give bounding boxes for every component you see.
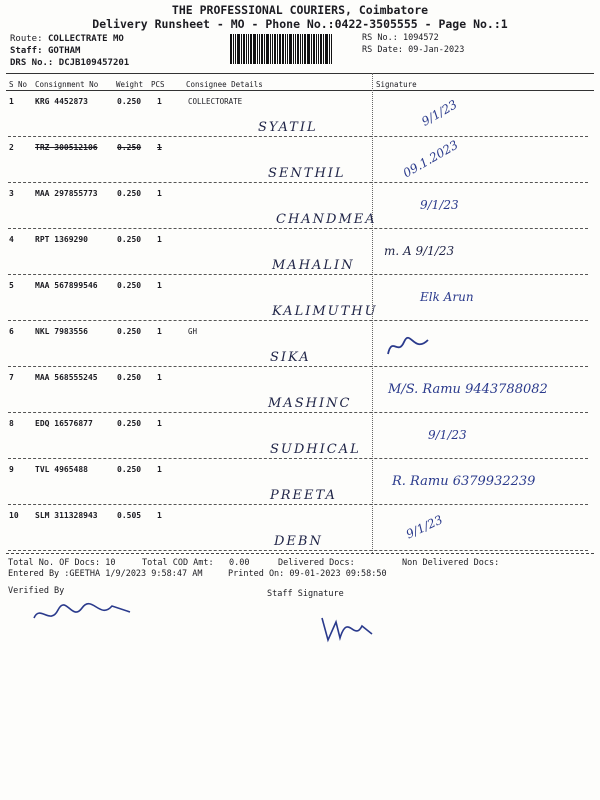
row-sno: 5 xyxy=(9,281,14,290)
row-pcs: 1 xyxy=(157,281,162,290)
row-separator xyxy=(8,182,588,183)
entered-by: Entered By :GEETHA 1/9/2023 9:58:47 AM xyxy=(8,569,203,579)
row-consignment-no: SLM 311328943 xyxy=(35,511,98,520)
row-sno: 1 xyxy=(9,97,14,106)
row-sno: 8 xyxy=(9,419,14,428)
row-receiver-name: MASHINC xyxy=(268,396,352,411)
drs-info: DRS No.: DCJB109457201 xyxy=(10,58,130,68)
row-separator xyxy=(8,412,588,413)
row-receiver-name: SUDHICAL xyxy=(270,442,361,457)
row-weight: 0.250 xyxy=(117,281,142,290)
row-consignment-no: EDQ 16576877 xyxy=(35,419,93,428)
row-signature: 9/1/23 xyxy=(420,198,459,212)
row-receiver-name: KALIMUTHU xyxy=(272,304,378,319)
row-sno: 3 xyxy=(9,189,14,198)
row-pcs: 1 xyxy=(157,419,162,428)
row-consignee-details: COLLECTORATE xyxy=(188,97,243,106)
row-separator xyxy=(8,550,588,551)
row-weight: 0.250 xyxy=(117,327,142,336)
row-consignment-no: MAA 567899546 xyxy=(35,281,98,290)
staff-info: Staff: GOTHAM xyxy=(10,46,81,56)
row-signature-scribble xyxy=(384,334,434,358)
row-sno: 2 xyxy=(9,143,14,152)
col-consignment-header: Consignment No xyxy=(35,80,99,89)
barcode-image xyxy=(230,34,358,64)
row-sno: 7 xyxy=(9,373,14,382)
row-weight: 0.250 xyxy=(117,465,142,474)
verified-by-label: Verified By xyxy=(8,586,65,596)
row-pcs: 1 xyxy=(157,511,162,520)
row-pcs: 1 xyxy=(157,327,162,336)
delivered-docs: Delivered Docs: xyxy=(278,558,355,568)
row-consignment-no: MAA 568555245 xyxy=(35,373,98,382)
row-sno: 4 xyxy=(9,235,14,244)
total-cod: Total COD Amt: 0.00 xyxy=(142,558,250,568)
row-receiver-name: SIKA xyxy=(270,350,311,365)
row-separator xyxy=(8,320,588,321)
row-weight: 0.250 xyxy=(117,97,142,106)
row-signature: m. A 9/1/23 xyxy=(384,244,455,258)
row-pcs: 1 xyxy=(157,235,162,244)
col-sno-header: S No xyxy=(9,80,28,89)
row-separator xyxy=(8,458,588,459)
row-signature: 9/1/23 xyxy=(428,428,467,442)
rs-number: RS No.: 1094572 xyxy=(362,33,439,43)
row-signature: 09.1.2023 xyxy=(400,137,461,181)
col-signature-header: Signature xyxy=(376,80,417,89)
printed-on: Printed On: 09-01-2023 09:58:50 xyxy=(228,569,387,579)
row-separator xyxy=(8,274,588,275)
row-pcs: 1 xyxy=(157,97,162,106)
row-signature: M/S. Ramu 9443788082 xyxy=(388,382,548,397)
row-signature: Elk Arun xyxy=(420,290,474,304)
row-consignment-no: TVL 4965488 xyxy=(35,465,88,474)
row-weight: 0.250 xyxy=(117,143,142,152)
row-signature: 9/1/23 xyxy=(419,97,460,129)
row-separator xyxy=(8,504,588,505)
row-weight: 0.250 xyxy=(117,189,142,198)
col-pcs-header: PCS xyxy=(151,80,165,89)
row-separator xyxy=(8,366,588,367)
row-weight: 0.250 xyxy=(117,373,142,382)
row-receiver-name: SENTHIL xyxy=(268,166,346,181)
company-title: THE PROFESSIONAL COURIERS, Coimbatore xyxy=(171,3,429,17)
row-pcs: 1 xyxy=(157,189,162,198)
col-weight-header: Weight xyxy=(116,80,144,89)
table-header-rule xyxy=(6,90,594,91)
row-separator xyxy=(8,228,588,229)
table-top-rule xyxy=(6,73,594,74)
row-weight: 0.250 xyxy=(117,235,142,244)
row-pcs: 1 xyxy=(157,373,162,382)
row-consignment-no: KRG 4452873 xyxy=(35,97,88,106)
row-consignment-no: MAA 297855773 xyxy=(35,189,98,198)
row-weight: 0.250 xyxy=(117,419,142,428)
staff-signature-scribble xyxy=(318,608,378,648)
verifier-signature-scribble xyxy=(30,598,140,628)
row-receiver-name: MAHALIN xyxy=(272,258,355,273)
total-docs: Total No. OF Docs: 10 xyxy=(8,558,116,568)
row-receiver-name: CHANDMEA xyxy=(276,212,377,227)
row-consignment-no: TRZ 300512106 xyxy=(35,143,98,152)
row-consignee-details: GH xyxy=(188,327,198,336)
route-info: Route: COLLECTRATE MO xyxy=(10,34,124,44)
row-pcs: 1 xyxy=(157,465,162,474)
row-consignment-no: NKL 7983556 xyxy=(35,327,88,336)
row-separator xyxy=(8,136,588,137)
row-receiver-name: PREETA xyxy=(270,488,337,503)
rs-date: RS Date: 09-Jan-2023 xyxy=(362,45,465,55)
non-delivered-docs: Non Delivered Docs: xyxy=(402,558,500,568)
row-signature: R. Ramu 6379932239 xyxy=(392,474,536,489)
runsheet-title: Delivery Runsheet - MO - Phone No.:0422-3505555 - Page No.:1 xyxy=(92,17,508,31)
row-receiver-name: SYATIL xyxy=(258,120,318,135)
footer-rule xyxy=(6,553,594,554)
staff-signature-label: Staff Signature xyxy=(267,589,344,599)
row-pcs: 1 xyxy=(157,143,162,152)
row-sno: 10 xyxy=(9,511,19,520)
row-signature: 9/1/23 xyxy=(403,512,445,542)
col-consignee-header: Consignee Details xyxy=(186,80,263,89)
row-consignment-no: RPT 1369290 xyxy=(35,235,88,244)
row-sno: 6 xyxy=(9,327,14,336)
row-sno: 9 xyxy=(9,465,14,474)
row-receiver-name: DEBN xyxy=(274,534,323,549)
row-weight: 0.505 xyxy=(117,511,142,520)
